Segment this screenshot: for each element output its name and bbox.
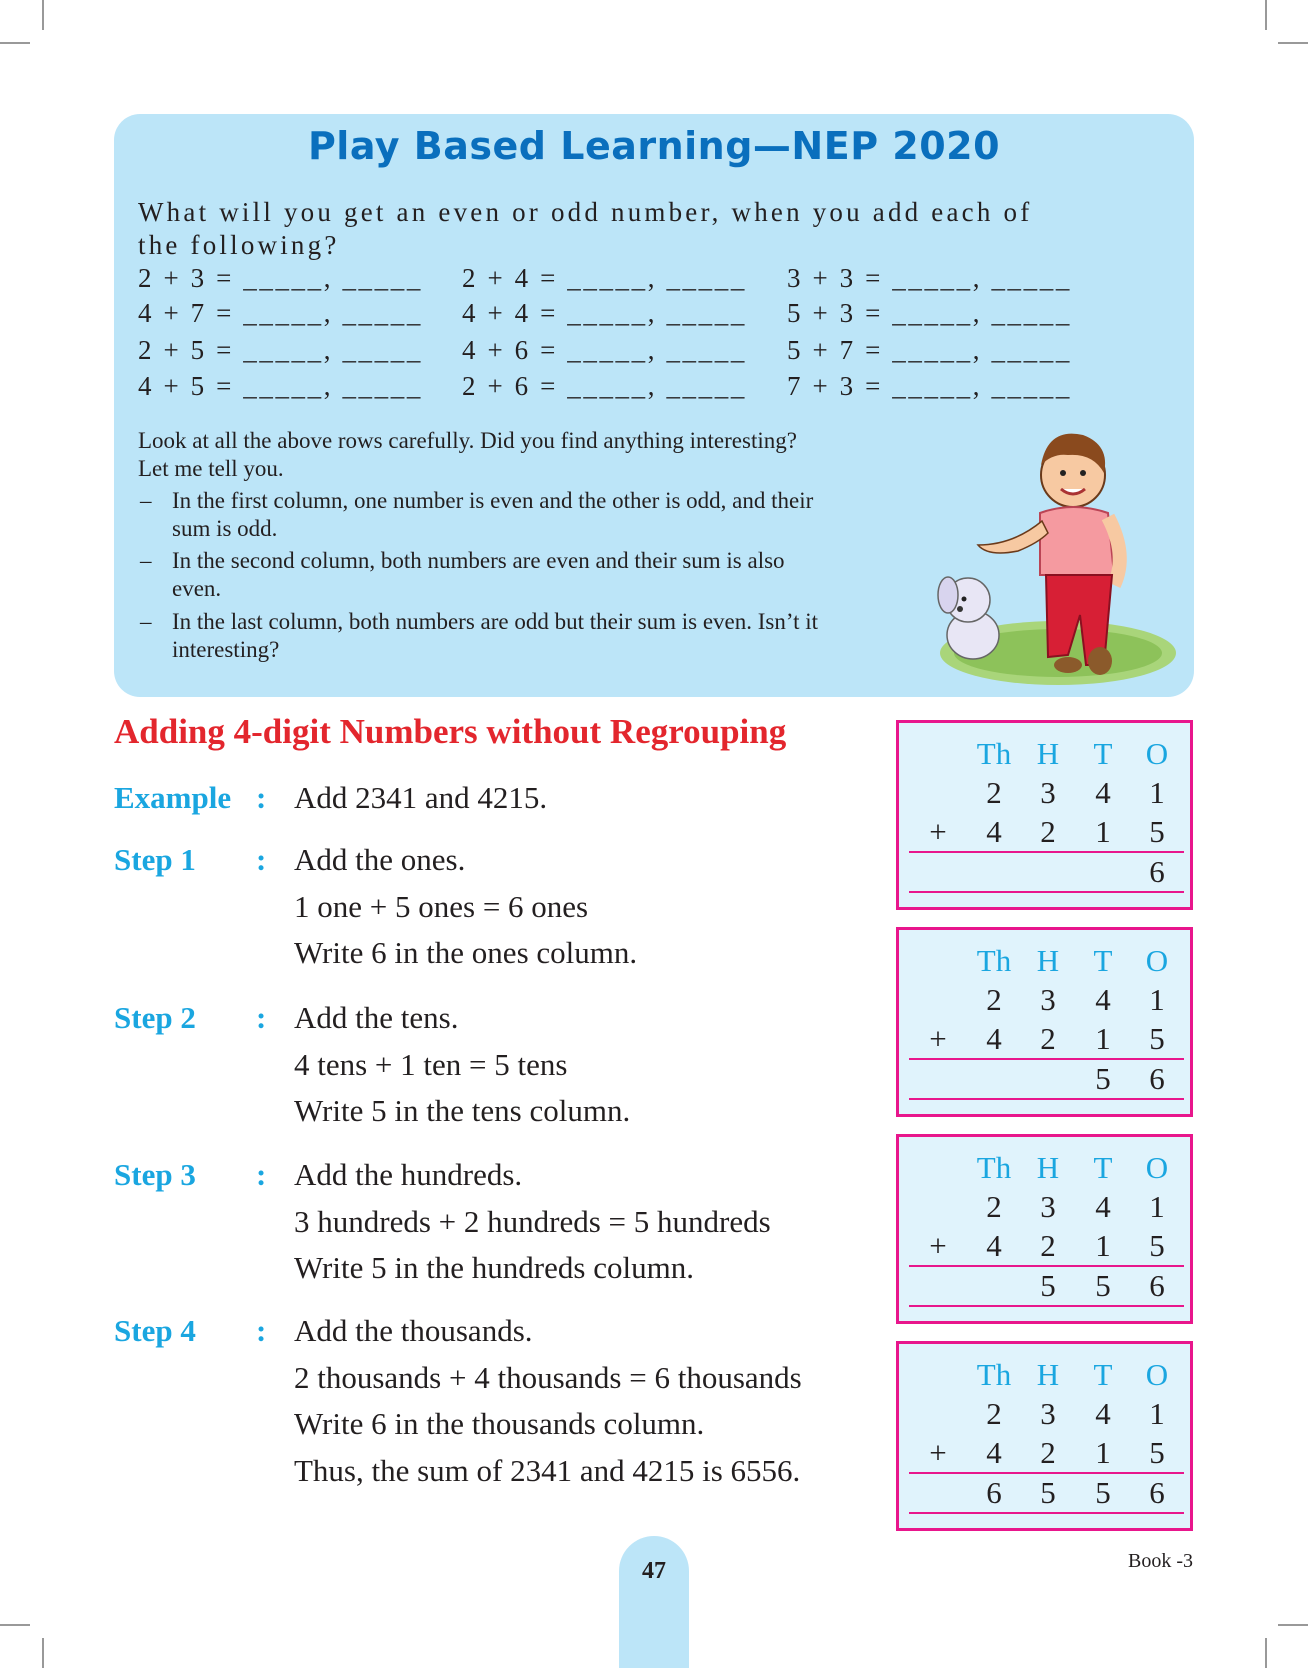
- place-value-box: [896, 1134, 1193, 1324]
- exercise-item: 7 + 3 = _____, _____: [787, 371, 1072, 401]
- place-header: O: [1145, 736, 1169, 771]
- question-text: What will you get an even or odd number, when you add each of: [138, 197, 1033, 227]
- step-text: Add the ones.: [294, 842, 466, 877]
- boy-with-dog-illustration: [918, 425, 1180, 690]
- page-number: 47: [642, 1558, 666, 1584]
- sum-digit: 5: [1040, 1475, 1056, 1510]
- intro-text: Let me tell you.: [138, 456, 284, 481]
- place-value-box: [896, 1341, 1193, 1531]
- plus-sign: +: [929, 814, 947, 849]
- exercise-item: 4 + 7 = _____, _____: [138, 298, 423, 328]
- step-text: 3 hundreds + 2 hundreds = 5 hundreds: [294, 1203, 771, 1239]
- divider-line: [909, 1265, 1184, 1267]
- step-label: Step 4: [114, 1313, 196, 1348]
- step-text: Add the hundreds.: [294, 1157, 523, 1192]
- place-header: Th: [976, 1357, 1012, 1392]
- divider-line: [909, 1098, 1184, 1100]
- divider-line: [909, 851, 1184, 853]
- exercise-item: 5 + 7 = _____, _____: [787, 335, 1072, 365]
- digit: 2: [986, 982, 1002, 1017]
- crop-mark: [1278, 42, 1308, 44]
- step-label: Step 2: [114, 1000, 196, 1035]
- digit: 5: [1149, 1435, 1165, 1470]
- sum-digit: 6: [986, 1475, 1002, 1510]
- bullet-text: sum is odd.: [172, 516, 278, 541]
- digit: 2: [1040, 1021, 1056, 1056]
- digit: 4: [986, 1021, 1002, 1056]
- digit: 3: [1040, 982, 1056, 1017]
- digit: 1: [1095, 1435, 1111, 1470]
- plus-sign: +: [929, 1435, 947, 1470]
- crop-mark: [42, 1638, 44, 1668]
- shirt-icon: [1040, 507, 1114, 575]
- question-text: the following?: [138, 230, 340, 260]
- sum-digit: 5: [1095, 1475, 1111, 1510]
- digit: 5: [1149, 1021, 1165, 1056]
- panel-title: Play Based Learning—NEP 2020: [307, 124, 1001, 168]
- digit: 5: [1149, 814, 1165, 849]
- bullet-text: In the second column, both numbers are even and their sum is also: [172, 548, 785, 573]
- digit: 2: [986, 1396, 1002, 1431]
- place-header: H: [1036, 1150, 1060, 1185]
- place-header: Th: [976, 1150, 1012, 1185]
- digit: 5: [1149, 1228, 1165, 1263]
- bullet-text: In the first column, one number is even and the other is odd, and their: [172, 488, 814, 513]
- crop-mark: [0, 42, 30, 44]
- crop-mark: [0, 1624, 30, 1626]
- digit: 4: [1095, 1189, 1111, 1224]
- digit: 2: [1040, 1435, 1056, 1470]
- sum-digit: 5: [1040, 1268, 1056, 1303]
- plus-sign: +: [929, 1021, 947, 1056]
- digit: 1: [1149, 1189, 1165, 1224]
- step-text: 1 one + 5 ones = 6 ones: [294, 888, 589, 924]
- step-text: Write 6 in the ones column.: [294, 935, 638, 970]
- colon: :: [256, 780, 267, 815]
- bullet-dash: –: [140, 609, 152, 634]
- divider-line: [909, 1512, 1184, 1514]
- crop-mark: [1265, 1638, 1267, 1668]
- digit: 2: [1040, 1228, 1056, 1263]
- digit: 3: [1040, 775, 1056, 810]
- sum-digit: 6: [1149, 1268, 1165, 1303]
- place-value-box: [896, 927, 1193, 1117]
- crop-mark: [1278, 1624, 1308, 1626]
- example-text: Add 2341 and 4215.: [294, 780, 548, 815]
- bullet-dash: –: [140, 488, 152, 513]
- digit: 3: [1040, 1189, 1056, 1224]
- digit: 2: [1040, 814, 1056, 849]
- digit: 2: [986, 1189, 1002, 1224]
- crop-mark: [42, 0, 44, 30]
- colon: :: [256, 1157, 267, 1192]
- exercise-item: 4 + 5 = _____, _____: [138, 371, 423, 401]
- colon: :: [256, 1313, 267, 1348]
- divider-line: [909, 1305, 1184, 1307]
- bullet-dash: –: [140, 548, 152, 573]
- sum-digit: 6: [1149, 1475, 1165, 1510]
- digit: 1: [1095, 814, 1111, 849]
- place-header: O: [1145, 943, 1169, 978]
- exercise-item: 2 + 6 = _____, _____: [462, 371, 747, 401]
- section-heading: Adding 4-digit Numbers without Regrouping: [114, 712, 787, 751]
- plus-sign: +: [929, 1228, 947, 1263]
- exercise-item: 2 + 4 = _____, _____: [462, 263, 747, 293]
- digit: 1: [1095, 1021, 1111, 1056]
- divider-line: [909, 1472, 1184, 1474]
- colon: :: [256, 1000, 267, 1035]
- place-header: T: [1093, 736, 1113, 771]
- place-value-box: [896, 720, 1193, 910]
- sum-digit: 5: [1095, 1061, 1111, 1096]
- place-header: T: [1093, 943, 1113, 978]
- exercise-item: 3 + 3 = _____, _____: [787, 263, 1072, 293]
- step-label: Step 1: [114, 842, 196, 877]
- colon: :: [256, 842, 267, 877]
- step-text: 4 tens + 1 ten = 5 tens: [294, 1046, 568, 1082]
- sum-digit: 6: [1149, 1061, 1165, 1096]
- step-label: Step 3: [114, 1157, 196, 1192]
- digit: 1: [1149, 982, 1165, 1017]
- digit: 4: [1095, 982, 1111, 1017]
- digit: 4: [986, 1228, 1002, 1263]
- exercise-item: 4 + 6 = _____, _____: [462, 335, 747, 365]
- place-header: O: [1145, 1150, 1169, 1185]
- place-header: T: [1093, 1150, 1113, 1185]
- step-text: Write 5 in the hundreds column.: [294, 1250, 694, 1285]
- digit: 1: [1149, 775, 1165, 810]
- step-text: 2 thousands + 4 thousands = 6 thousands: [294, 1359, 802, 1395]
- digit: 1: [1095, 1228, 1111, 1263]
- bullet-text: interesting?: [172, 637, 280, 662]
- exercise-item: 4 + 4 = _____, _____: [462, 298, 747, 328]
- page-number-tab: [619, 1536, 689, 1668]
- crop-mark: [1265, 0, 1267, 30]
- place-header: H: [1036, 736, 1060, 771]
- book-label: Book -3: [1128, 1550, 1193, 1572]
- digit: 3: [1040, 1396, 1056, 1431]
- divider-line: [909, 1058, 1184, 1060]
- step-text: Write 6 in the thousands column.: [294, 1406, 705, 1441]
- place-header: T: [1093, 1357, 1113, 1392]
- step-text: Add the thousands.: [294, 1313, 533, 1348]
- digit: 2: [986, 775, 1002, 810]
- example-label: Example: [114, 780, 232, 815]
- digit: 1: [1149, 1396, 1165, 1431]
- step-text: Thus, the sum of 2341 and 4215 is 6556.: [294, 1452, 801, 1488]
- divider-line: [909, 891, 1184, 893]
- intro-text: Look at all the above rows carefully. Did you find anything interesting?: [138, 428, 797, 453]
- place-header: Th: [976, 736, 1012, 771]
- exercise-item: 5 + 3 = _____, _____: [787, 298, 1072, 328]
- place-header: O: [1145, 1357, 1169, 1392]
- place-header: H: [1036, 943, 1060, 978]
- digit: 4: [986, 814, 1002, 849]
- exercise-item: 2 + 3 = _____, _____: [138, 263, 423, 293]
- bullet-text: In the last column, both numbers are odd but their sum is even. Isn’t it: [172, 609, 819, 634]
- step-text: Add the tens.: [294, 1000, 459, 1035]
- digit: 4: [1095, 1396, 1111, 1431]
- place-header: H: [1036, 1357, 1060, 1392]
- bullet-text: even.: [172, 576, 222, 601]
- place-header: Th: [976, 943, 1012, 978]
- exercise-item: 2 + 5 = _____, _____: [138, 335, 423, 365]
- step-text: Write 5 in the tens column.: [294, 1093, 631, 1128]
- digit: 4: [986, 1435, 1002, 1470]
- sum-digit: 6: [1149, 854, 1165, 889]
- sum-digit: 5: [1095, 1268, 1111, 1303]
- digit: 4: [1095, 775, 1111, 810]
